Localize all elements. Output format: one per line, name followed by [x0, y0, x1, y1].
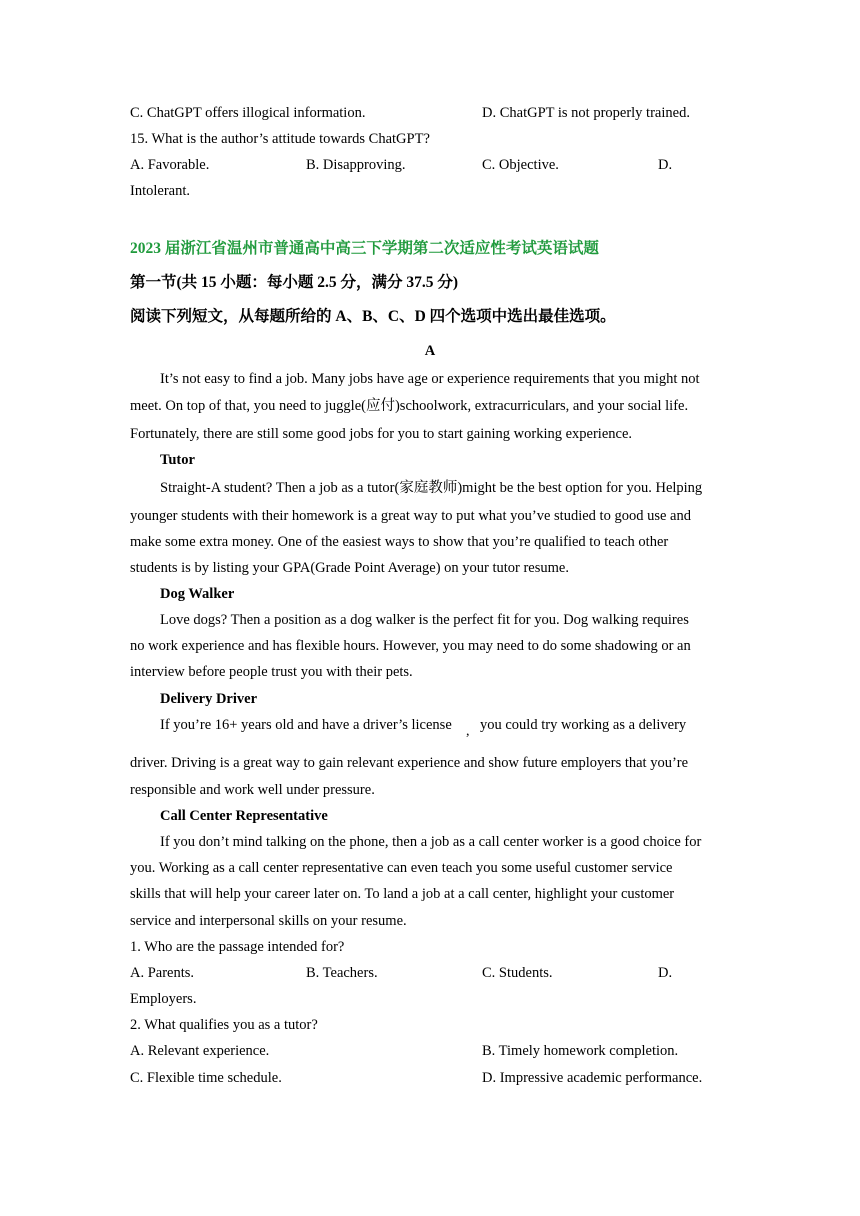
q1-option-a: A. Parents.: [130, 965, 195, 981]
question-1: 1. Who are the passage intended for?: [130, 939, 345, 955]
delivery-paragraph-line: driver. Driving is a great way to gain relevant experience and show future employers that you’re: [130, 755, 689, 771]
question-15: 15. What is the author’s attitude towards ChatGPT?: [130, 131, 430, 147]
q15-option-b: B. Disapproving.: [306, 157, 406, 173]
instruction-text: 阅读下列短文，从每题所给的 A、B、C、D 四个选项中选出最佳选项。: [130, 308, 616, 325]
q1-option-b: B. Teachers.: [306, 965, 378, 981]
passage-label: A: [424, 343, 436, 359]
q1-option-d: D.: [658, 965, 673, 981]
passage-intro-line: Fortunately, there are still some good jobs for you to start gaining working experience.: [130, 426, 633, 442]
exam-title: 2023 届浙江省温州市普通高中高三下学期第二次适应性考试英语试题: [130, 240, 599, 257]
q2-option-a: A. Relevant experience.: [130, 1043, 270, 1059]
q15-option-d-text: Intolerant.: [130, 183, 190, 199]
passage-intro-line: meet. On top of that, you need to juggle(应付)schoolwork, extracurriculars, and your social life.: [130, 398, 689, 414]
dog-paragraph-line: no work experience and has flexible hours. However, you may need to do some shadowing or an: [130, 638, 691, 654]
question-2: 2. What qualifies you as a tutor?: [130, 1017, 318, 1033]
heading-dog-walker: Dog Walker: [160, 586, 235, 602]
q2-option-c: C. Flexible time schedule.: [130, 1070, 282, 1086]
delivery-paragraph-line: responsible and work well under pressure.: [130, 782, 375, 798]
q15-option-c: C. Objective.: [482, 157, 559, 173]
q2-option-b: B. Timely homework completion.: [482, 1043, 679, 1059]
delivery-comma: ,: [466, 724, 470, 739]
call-paragraph-line: you. Working as a call center representative can even teach you some useful customer service: [130, 860, 673, 876]
delivery-paragraph-line: you could try working as a delivery: [480, 717, 687, 733]
heading-tutor: Tutor: [160, 452, 195, 468]
q15-option-d: D.: [658, 157, 673, 173]
tutor-paragraph-line: make some extra money. One of the easiest ways to show that you’re qualified to teach other: [130, 534, 669, 550]
passage-intro-line: It’s not easy to find a job. Many jobs have age or experience requirements that you might not: [160, 371, 700, 387]
tutor-paragraph-line: students is by listing your GPA(Grade Point Average) on your tutor resume.: [130, 560, 569, 576]
section-heading: 第一节(共 15 小题：每小题 2.5 分，满分 37.5 分): [130, 274, 459, 291]
q2-option-d: D. Impressive academic performance.: [482, 1070, 703, 1086]
q1-option-c: C. Students.: [482, 965, 553, 981]
dog-paragraph-line: Love dogs? Then a position as a dog walker is the perfect fit for you. Dog walking requires: [160, 612, 689, 628]
dog-paragraph-line: interview before people trust you with their pets.: [130, 664, 413, 680]
call-paragraph-line: skills that will help your career later on. To land a job at a call center, highlight your customer: [130, 886, 675, 902]
q1-option-d-text: Employers.: [130, 991, 197, 1007]
call-paragraph-line: If you don’t mind talking on the phone, then a job as a call center worker is a good choice for: [160, 834, 702, 850]
q14-option-c: C. ChatGPT offers illogical information.: [130, 105, 366, 121]
delivery-paragraph-line: If you’re 16+ years old and have a driver’s license: [160, 717, 452, 733]
tutor-paragraph-line: younger students with their homework is a great way to put what you’ve studied to good use and: [130, 508, 691, 524]
tutor-paragraph-line: Straight-A student? Then a job as a tutor(家庭教师)might be the best option for you. Helping: [160, 480, 703, 496]
heading-call-center: Call Center Representative: [160, 808, 328, 824]
heading-delivery-driver: Delivery Driver: [160, 691, 258, 707]
q14-option-d: D. ChatGPT is not properly trained.: [482, 105, 690, 121]
q15-option-a: A. Favorable.: [130, 157, 210, 173]
call-paragraph-line: service and interpersonal skills on your resume.: [130, 913, 407, 929]
